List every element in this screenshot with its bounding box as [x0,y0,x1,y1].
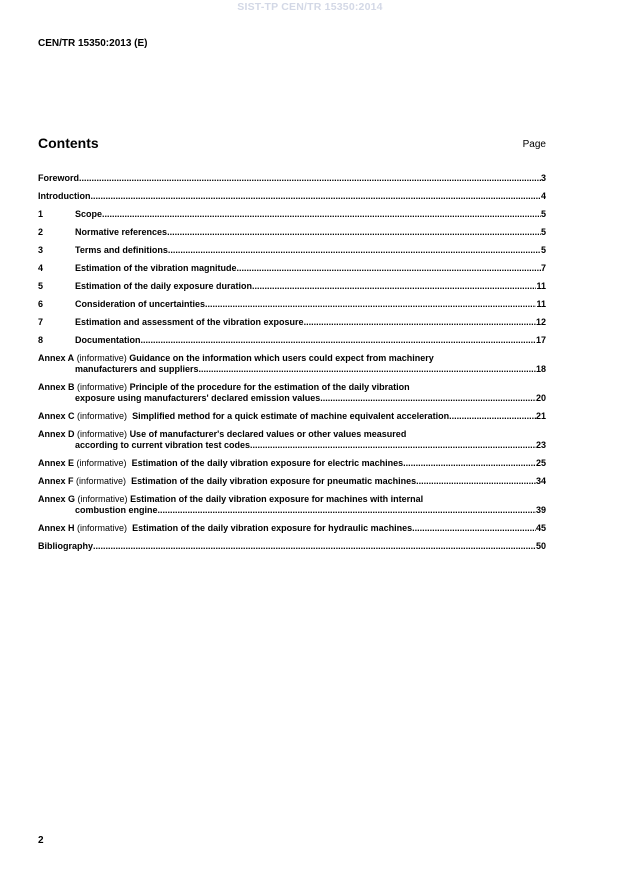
document-identifier: CEN/TR 15350:2013 (E) [38,38,148,49]
dot-leader [412,523,536,534]
annex-type: (informative) [77,411,128,421]
toc-entry-title: Estimation and assessment of the vibration exposure [75,317,304,327]
toc-entry-clause-4[interactable] [38,263,546,274]
annex-type: (informative) [76,353,127,363]
annex-title-line1: Estimation of the daily vibration exposure for machines with internal [130,494,424,504]
toc-entry-page: 5 [540,227,546,237]
annex-label: Annex E [38,458,75,468]
annex-last-line [38,393,546,404]
dot-leader [449,411,536,422]
dot-leader [158,505,536,516]
dot-leader [168,245,541,256]
toc-entry-title: Documentation [75,335,141,345]
toc-entry-annex-g[interactable] [38,494,546,516]
toc-entry-page: 45 [535,523,546,533]
dot-leader [79,173,541,184]
toc-entry-page: 5 [540,245,546,255]
toc-entry-introduction[interactable] [38,191,546,202]
page-number: 2 [38,835,44,846]
annex-label: Annex C [38,411,75,421]
annex-last-line [38,505,546,516]
annex-title: Simplified method for a quick estimate of machine equivalent acceleration [132,411,450,421]
annex-first-line [38,494,546,505]
annex-label: Annex D [38,429,75,439]
annex-type: (informative) [77,523,128,533]
page-column-label: Page [522,139,546,150]
dot-leader [205,299,536,310]
toc-entry-page: 25 [535,458,546,468]
clause-number: 7 [38,317,44,327]
annex-last-line [38,364,546,375]
clause-number: 6 [38,299,44,309]
toc-entry-foreword[interactable] [38,173,546,184]
annex-type: (informative) [76,476,127,486]
contents-heading: Contents [38,135,99,151]
annex-title-line1: Use of manufacturer's declared values or other values measured [129,429,407,439]
toc-entry-page: 50 [535,541,546,551]
annex-type: (informative) [76,458,127,468]
toc-entry-page: 5 [540,209,546,219]
clause-number: 3 [38,245,44,255]
annex-label: Annex G [38,494,76,504]
toc-entry-title: Bibliography [38,541,94,551]
annex-title-line2: exposure using manufacturers' declared emission values [75,393,321,403]
annex-label: Annex H [38,523,75,533]
toc-entry-annex-b[interactable] [38,382,546,404]
dot-leader [102,209,541,220]
clause-number: 8 [38,335,44,345]
annex-title-line1: Guidance on the information which users could expect from machinery [129,353,434,363]
toc-entry-page: 39 [535,505,546,515]
toc-entry-clause-3[interactable] [38,245,546,256]
toc-entry-bibliography[interactable] [38,541,546,552]
annex-title-line2: combustion engine [75,505,158,515]
toc-entry-title: Estimation of the daily exposure duration [75,281,253,291]
annex-type: (informative) [77,494,128,504]
toc-entry-page: 20 [535,393,546,403]
annex-title: Estimation of the daily vibration exposure for pneumatic machines [131,476,417,486]
annex-last-line [38,440,546,451]
toc-entry-annex-a[interactable] [38,353,546,375]
toc-entry-page: 3 [540,173,546,183]
dot-leader [141,335,536,346]
toc-entry-page: 7 [540,263,546,273]
toc-entry-annex-e[interactable] [38,458,546,469]
toc-entry-annex-f[interactable] [38,476,546,487]
toc-entry-annex-h[interactable] [38,523,546,534]
toc-entry-page: 11 [536,281,546,291]
toc-entry-clause-7[interactable] [38,317,546,328]
table-of-contents [38,173,546,552]
toc-entry-page: 17 [535,335,546,345]
toc-entry-page: 4 [540,191,546,201]
toc-entry-annex-c[interactable] [38,411,546,422]
toc-entry-page: 23 [535,440,546,450]
clause-number: 5 [38,281,44,291]
dot-leader [237,263,541,274]
annex-type: (informative) [77,429,128,439]
toc-entry-clause-2[interactable] [38,227,546,238]
toc-entry-clause-8[interactable] [38,335,546,346]
annex-type: (informative) [77,382,128,392]
toc-entry-page: 34 [535,476,546,486]
toc-entry-title: Consideration of uncertainties [75,299,206,309]
dot-leader [403,458,536,469]
dot-leader [416,476,536,487]
dot-leader [93,541,536,552]
toc-entry-clause-5[interactable] [38,281,546,292]
dot-leader [167,227,541,238]
toc-entry-title: Scope [75,209,103,219]
dot-leader [250,440,536,451]
annex-label: Annex A [38,353,75,363]
dot-leader [91,191,541,202]
toc-entry-page: 18 [535,364,546,374]
toc-entry-title: Foreword [38,173,80,183]
clause-number: 1 [38,209,44,219]
annex-label: Annex F [38,476,74,486]
toc-entry-annex-d[interactable] [38,429,546,451]
annex-title: Estimation of the daily vibration exposure for electric machines [131,458,404,468]
dot-leader [304,317,536,328]
toc-entry-page: 11 [536,299,546,309]
dot-leader [199,364,536,375]
annex-title-line2: manufacturers and suppliers [75,364,199,374]
annex-label: Annex B [38,382,75,392]
annex-first-line [38,382,546,393]
toc-entry-title: Normative references [75,227,168,237]
clause-number: 4 [38,263,44,273]
toc-entry-page: 12 [535,317,546,327]
annex-first-line [38,353,546,364]
annex-title-line1: Principle of the procedure for the estimation of the daily vibration [129,382,410,392]
annex-first-line [38,429,546,440]
toc-entry-page: 21 [535,411,546,421]
toc-entry-clause-6[interactable] [38,299,546,310]
watermark: SIST-TP CEN/TR 15350:2014 [237,1,383,13]
annex-title-line2: according to current vibration test codes [75,440,251,450]
dot-leader [252,281,536,292]
annex-title: Estimation of the daily vibration exposure for hydraulic machines [132,523,413,533]
clause-number: 2 [38,227,44,237]
toc-entry-title: Estimation of the vibration magnitude [75,263,237,273]
dot-leader [320,393,536,404]
toc-entry-title: Terms and definitions [75,245,168,255]
toc-entry-title: Introduction [38,191,91,201]
toc-entry-clause-1[interactable] [38,209,546,220]
